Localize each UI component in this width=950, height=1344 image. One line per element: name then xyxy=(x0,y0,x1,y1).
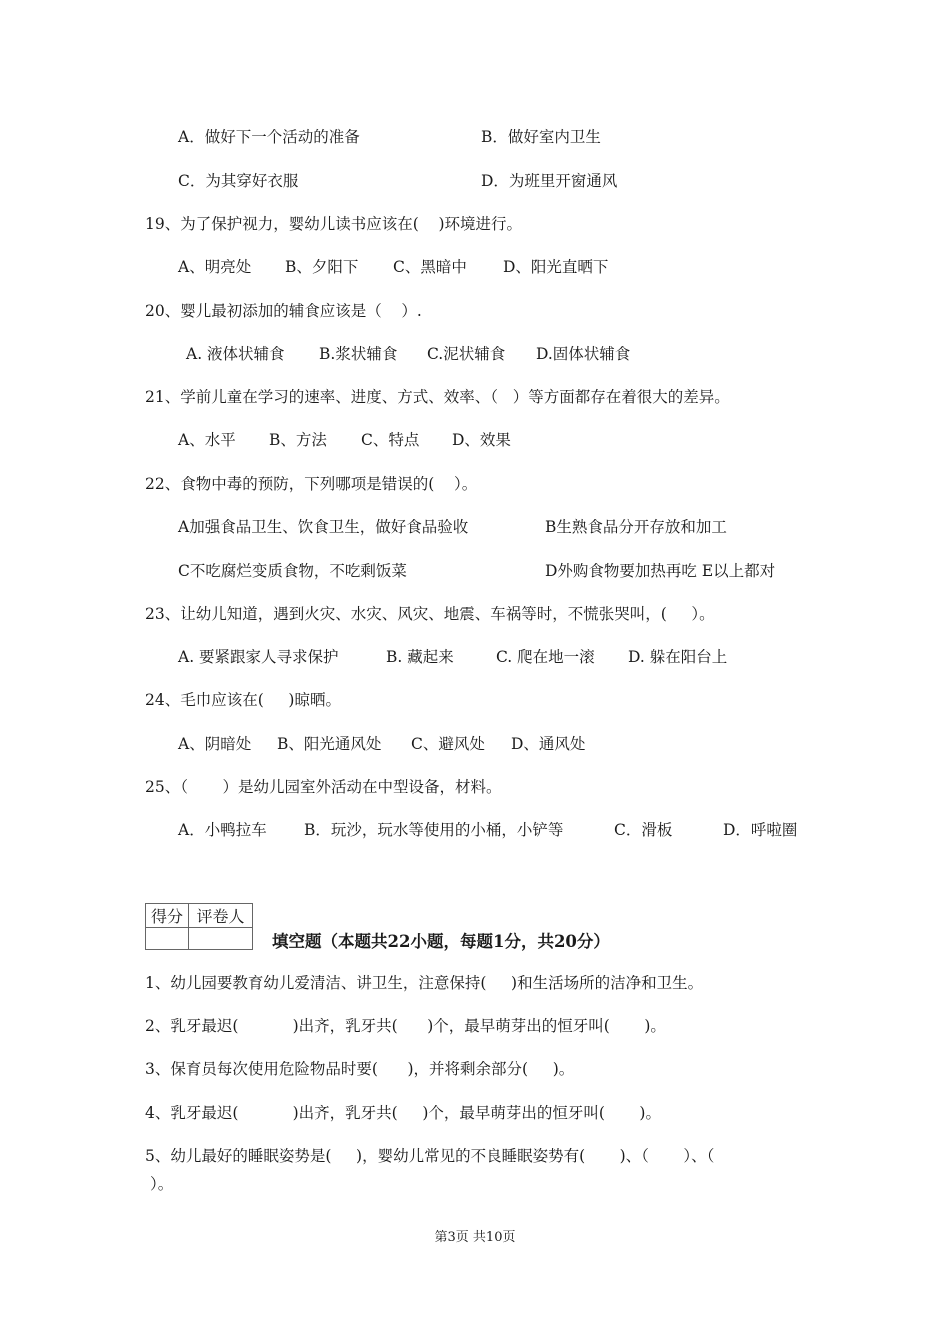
fill-question-2: 2、乳牙最迟( )出齐，乳牙共( )个，最早萌芽出的恒牙叫( )。 xyxy=(145,1017,666,1035)
q18-option-b: B．做好室内卫生 xyxy=(481,128,601,146)
q25-option-b: B．玩沙，玩水等使用的小桶，小铲等 xyxy=(304,821,564,839)
q23-stem: 23、让幼儿知道，遇到火灾、水灾、风灾、地震、车祸等时，不慌张哭叫，( ）。 xyxy=(145,605,715,623)
grader-header: 评卷人 xyxy=(189,904,253,928)
q25-stem: 25、（ ）是幼儿园室外活动在中型设备，材料。 xyxy=(145,778,502,796)
q18-option-d: D．为班里开窗通风 xyxy=(481,172,618,190)
q21-option-d: D、效果 xyxy=(452,431,511,449)
q23-option-d: D. 躲在阳台上 xyxy=(628,648,728,666)
q20-option-d: D.固体状辅食 xyxy=(536,345,631,363)
q23-options xyxy=(178,647,758,667)
q21-option-a: A、水平 xyxy=(178,431,236,449)
score-cell[interactable] xyxy=(146,928,189,950)
grader-cell[interactable] xyxy=(189,928,253,950)
q24-option-d: D、通风处 xyxy=(511,735,586,753)
q25-options xyxy=(178,820,818,840)
q22-option-d: D外购食物要加热再吃 E以上都对 xyxy=(545,562,776,580)
q19-options xyxy=(178,257,678,277)
q19-stem: 19、为了保护视力，婴幼儿读书应该在( )环境进行。 xyxy=(145,215,523,233)
q25-option-d: D．呼啦圈 xyxy=(723,821,798,839)
q22-option-c: C不吃腐烂变质食物，不吃剩饭菜 xyxy=(178,562,407,580)
q19-option-b: B、夕阳下 xyxy=(285,258,359,276)
q24-option-a: A、阴暗处 xyxy=(178,735,252,753)
q19-option-d: D、阳光直晒下 xyxy=(503,258,609,276)
section-title: 填空题（本题共22小题，每题1分，共20分） xyxy=(272,932,610,951)
q21-option-b: B、方法 xyxy=(269,431,327,449)
q23-option-b: B. 藏起来 xyxy=(386,648,454,666)
q22-option-a: A加强食品卫生、饮食卫生，做好食品验收 xyxy=(178,518,469,536)
q22-stem: 22、食物中毒的预防，下列哪项是错误的( ）。 xyxy=(145,475,478,493)
fill-question-1: 1、幼儿园要教育幼儿爱清洁、讲卫生，注意保持( )和生活场所的洁净和卫生。 xyxy=(145,974,704,992)
q21-options xyxy=(178,430,578,450)
q24-options xyxy=(178,734,628,754)
q24-option-b: B、阳光通风处 xyxy=(277,735,382,753)
q19-option-c: C、黑暗中 xyxy=(393,258,467,276)
q22-option-b: B生熟食品分开存放和加工 xyxy=(545,518,727,536)
q18-option-c: C．为其穿好衣服 xyxy=(178,172,299,190)
q20-options xyxy=(186,344,686,364)
score-header: 得分 xyxy=(146,904,189,928)
q23-option-a: A. 要紧跟家人寻求保护 xyxy=(178,648,339,666)
fill-question-3: 3、保育员每次使用危险物品时要( )，并将剩余部分( )。 xyxy=(145,1060,575,1078)
fill-question-4: 4、乳牙最迟( )出齐，乳牙共( )个，最早萌芽出的恒牙叫( )。 xyxy=(145,1104,661,1122)
fill-question-5: 5、幼儿最好的睡眠姿势是( )，婴幼儿常见的不良睡眠姿势有( )、（ ）、（ xyxy=(145,1147,715,1165)
q24-option-c: C、避风处 xyxy=(411,735,485,753)
q24-stem: 24、毛巾应该在( )晾晒。 xyxy=(145,691,341,709)
q20-stem: 20、婴儿最初添加的辅食应该是（ ）. xyxy=(145,302,422,320)
score-table xyxy=(145,903,253,950)
page-footer: 第3页 共10页 xyxy=(434,1230,516,1245)
q20-option-c: C.泥状辅食 xyxy=(427,345,506,363)
q21-stem: 21、学前儿童在学习的速率、进度、方式、效率、（ ）等方面都存在着很大的差异。 xyxy=(145,388,730,406)
fill-question-5-cont: ）。 xyxy=(150,1175,174,1193)
q20-option-b: B.浆状辅食 xyxy=(319,345,398,363)
q25-option-a: A．小鸭拉车 xyxy=(178,821,267,839)
q23-option-c: C. 爬在地一滚 xyxy=(496,648,595,666)
q21-option-c: C、特点 xyxy=(361,431,420,449)
q19-option-a: A、明亮处 xyxy=(178,258,252,276)
q18-option-a: A．做好下一个活动的准备 xyxy=(178,128,360,146)
q25-option-c: C．滑板 xyxy=(614,821,673,839)
q20-option-a: A. 液体状辅食 xyxy=(186,345,285,363)
